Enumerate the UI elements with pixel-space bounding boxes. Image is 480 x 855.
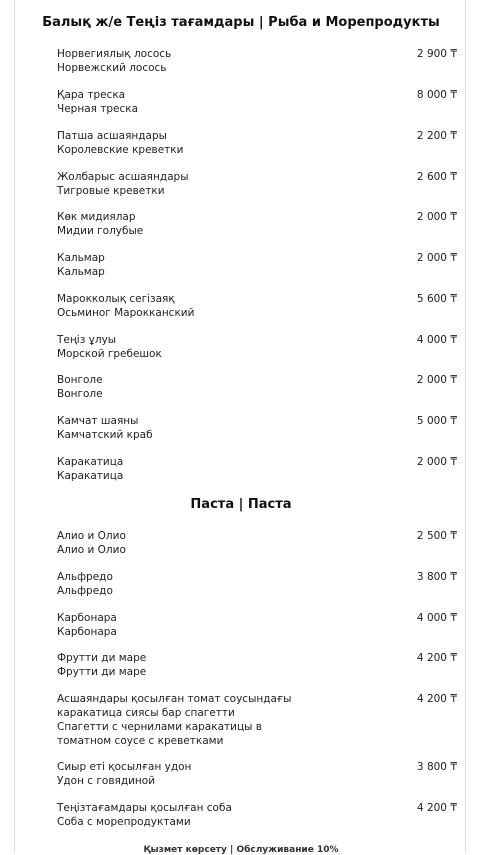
menu-item (57, 611, 457, 639)
item-name-ru: Черная треска (57, 103, 139, 115)
item-name-ru: Фрутти ди маре (57, 666, 147, 678)
item-price: 4 000 ₸ (416, 612, 457, 624)
item-name-kz: Көк мидиялар (57, 211, 136, 223)
item-name-kz: Сиыр еті қосылған удон (57, 761, 192, 773)
menu-item (57, 414, 457, 442)
item-name-ru: Каракатица (57, 470, 124, 482)
item-name-ru: Тигровые креветки (57, 185, 165, 197)
item-name-kz: Карбонара (57, 612, 117, 624)
item-price: 2 000 ₸ (416, 211, 457, 223)
item-price: 8 000 ₸ (416, 89, 457, 101)
item-price: 2 600 ₸ (416, 171, 457, 183)
item-price: 3 800 ₸ (416, 761, 457, 773)
item-price: 4 200 ₸ (416, 802, 457, 814)
item-name-ru: Камчатский краб (57, 429, 153, 441)
item-name-ru: Удон с говядиной (57, 775, 156, 787)
item-price: 2 000 ₸ (416, 252, 457, 264)
menu-item (57, 129, 457, 157)
menu-item (57, 455, 457, 483)
item-name-ru: Алио и Олио (57, 544, 126, 556)
item-name-ru: Королевские креветки (57, 144, 184, 156)
section-title-seafood: Балық ж/е Теңіз тағамдары | Рыба и Морепродукты (42, 15, 440, 30)
item-price: 2 900 ₸ (416, 48, 457, 60)
item-name-ru: Норвежский лосось (57, 62, 167, 74)
menu-item (57, 333, 457, 361)
section-title-pasta: Паста | Паста (190, 497, 292, 512)
item-name-kz: Жолбарыс асшаяндары (57, 171, 189, 183)
item-name-ru: Альфредо (57, 585, 113, 597)
menu-item (57, 251, 457, 279)
item-name-kz: Патша асшаяндары (57, 130, 167, 142)
item-name-ru: Спагетти с чернилами каракатицы в томатном соусе с креветками (57, 721, 262, 747)
menu-page (14, 0, 466, 853)
menu-item (57, 570, 457, 598)
item-name-ru: Соба с морепродуктами (57, 816, 191, 828)
service-charge-note: Қызмет көрсету | Обслуживание 10% (143, 845, 339, 855)
item-name-ru: Вонголе (57, 388, 103, 400)
item-price: 5 000 ₸ (416, 415, 457, 427)
item-name-kz: Кальмар (57, 252, 105, 264)
menu-item (57, 651, 457, 679)
item-price: 4 200 ₸ (416, 693, 457, 705)
item-name-kz: Каракатица (57, 456, 124, 468)
item-name-ru: Осьминог Марокканский (57, 307, 195, 319)
menu-item (57, 292, 457, 320)
item-price: 2 200 ₸ (416, 130, 457, 142)
item-name-kz: Теңізтағамдары қосылған соба (57, 802, 232, 814)
item-name-kz: Асшаяндары қосылған томат соусындағы каракатица сиясы бар спагетти (57, 693, 292, 719)
item-price: 5 600 ₸ (416, 293, 457, 305)
item-price: 4 200 ₸ (416, 652, 457, 664)
item-name-ru: Мидии голубые (57, 225, 144, 237)
item-name-kz: Алио и Олио (57, 530, 126, 542)
item-name-kz: Марокколық сегізаяқ (57, 293, 175, 305)
menu-item (57, 47, 457, 75)
item-name-kz: Қара треска (57, 89, 126, 101)
menu-item (57, 88, 457, 116)
item-price: 2 000 ₸ (416, 374, 457, 386)
menu-item (57, 760, 457, 788)
item-price: 3 800 ₸ (416, 571, 457, 583)
menu-item (57, 529, 457, 557)
menu-item (57, 801, 457, 829)
item-name-kz: Норвегиялық лосось (57, 48, 172, 60)
item-name-ru: Карбонара (57, 626, 117, 638)
item-name-kz: Фрутти ди маре (57, 652, 147, 664)
item-name-kz: Камчат шаяны (57, 415, 139, 427)
menu-item (57, 210, 457, 238)
item-name-kz: Альфредо (57, 571, 113, 583)
menu-item (57, 170, 457, 198)
item-price: 4 000 ₸ (416, 334, 457, 346)
item-price: 2 000 ₸ (416, 456, 457, 468)
item-name-kz: Вонголе (57, 374, 103, 386)
item-price: 2 500 ₸ (416, 530, 457, 542)
item-name-kz: Теңіз ұлуы (57, 334, 117, 346)
menu-item (57, 692, 457, 748)
item-name-ru: Кальмар (57, 266, 105, 278)
menu-item (57, 373, 457, 401)
item-name-ru: Морской гребешок (57, 348, 162, 360)
